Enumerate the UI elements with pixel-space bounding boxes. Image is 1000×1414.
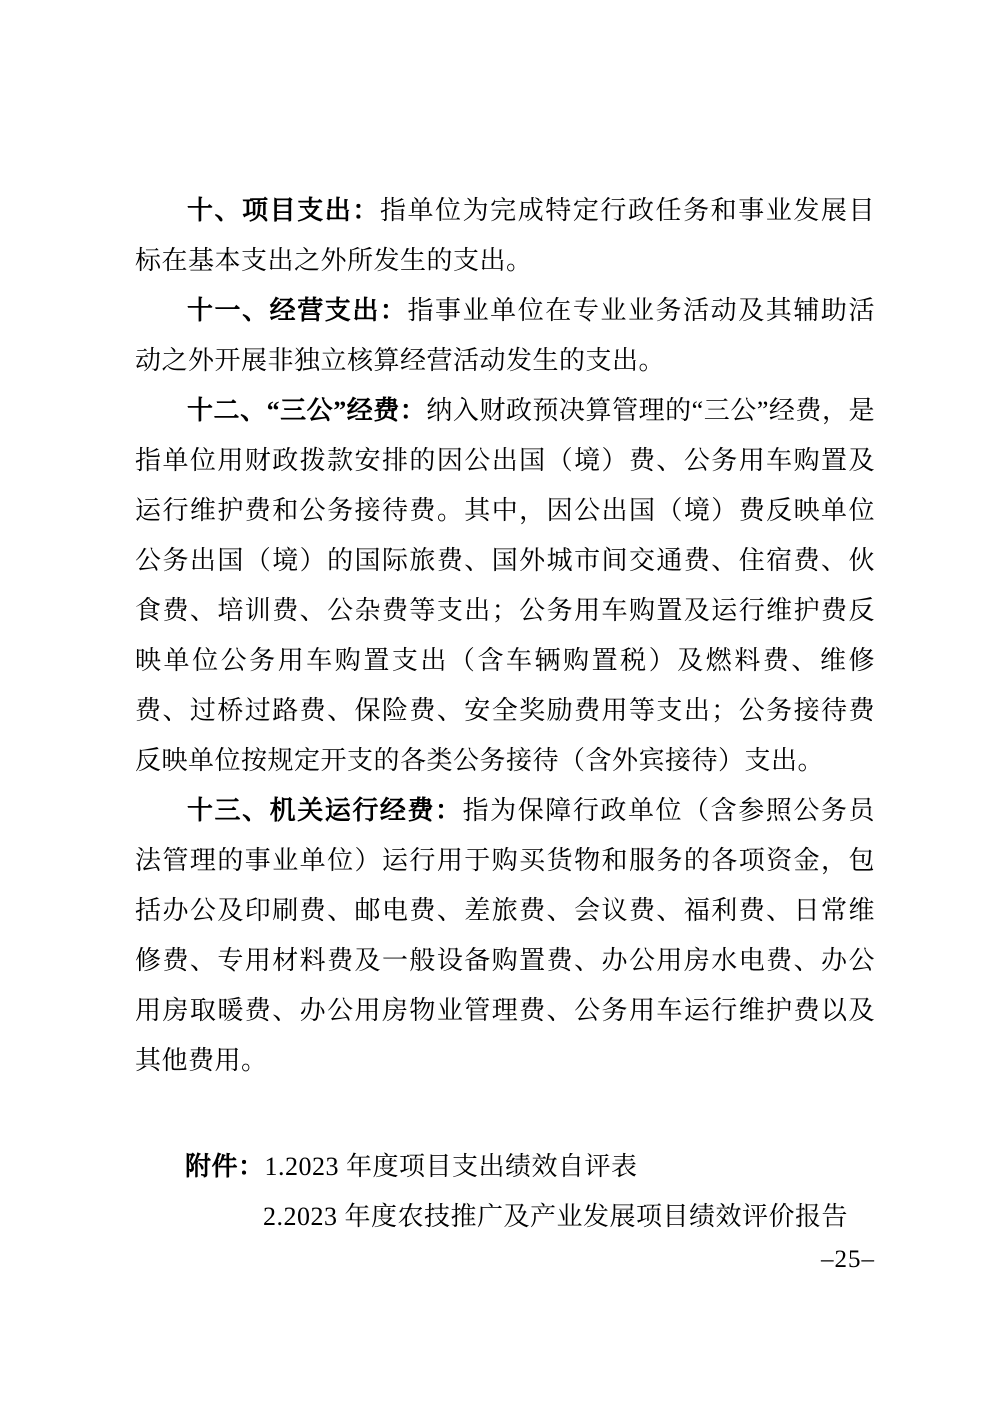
paragraph-text: 指事业单位在专业业务活动及其辅助活动之外开展非独立核算经营活动发生的支出。 <box>135 296 875 375</box>
page-number: –25– <box>821 1246 875 1273</box>
paragraph-lead: 十、项目支出： <box>187 196 380 225</box>
paragraph-text: 指为保障行政单位（含参照公务员法管理的事业单位）运行用于购买货物和服务的各项资金，包括办公及印刷费、邮电费、差旅费、会议费、福利费、日常维修费、专用材料费及一般设备购置费、办公用房水电费、办公用房取暖费、办公用房物业管理费、公务用车运行维护费以及其他费用。 <box>135 796 875 1075</box>
paragraph-item-10-project-expenditure <box>135 186 875 286</box>
paragraph-item-11-operating-expenditure <box>135 286 875 386</box>
paragraph-text: 纳入财政预决算管理的“三公”经费，是指单位用财政拨款安排的因公出国（境）费、公务用车购置及运行维护费和公务接待费。其中，因公出国（境）费反映单位公务出国（境）的国际旅费、国外城市间交通费、住宿费、伙食费、培训费、公杂费等支出；公务用车购置及运行维护费反映单位公务用车购置支出（含车辆购置税）及燃料费、维修费、过桥过路费、保险费、安全奖励费用等支出；公务接待费反映单位按规定开支的各类公务接待（含外宾接待）支出。 <box>135 396 875 775</box>
attachment-label: 附件： <box>185 1152 265 1181</box>
paragraph-lead: 十一、经营支出： <box>187 296 408 325</box>
paragraph-lead: 十三、机关运行经费： <box>187 796 463 825</box>
attachment-item-2: 2.2023 年度农技推广及产业发展项目绩效评价报告 <box>263 1202 849 1231</box>
document-body <box>135 186 875 1242</box>
attachment-item-1: 1.2023 年度项目支出绩效自评表 <box>264 1152 638 1181</box>
paragraph-lead: 十二、“三公”经费： <box>187 396 427 425</box>
paragraph-item-13-agency-operating-funds <box>135 786 875 1086</box>
paragraph-item-12-three-public-funds <box>135 386 875 786</box>
attachment-block <box>185 1142 875 1242</box>
attachment-line-1 <box>185 1142 875 1192</box>
paragraph-text: 指单位为完成特定行政任务和事业发展目标在基本支出之外所发生的支出。 <box>135 196 875 275</box>
